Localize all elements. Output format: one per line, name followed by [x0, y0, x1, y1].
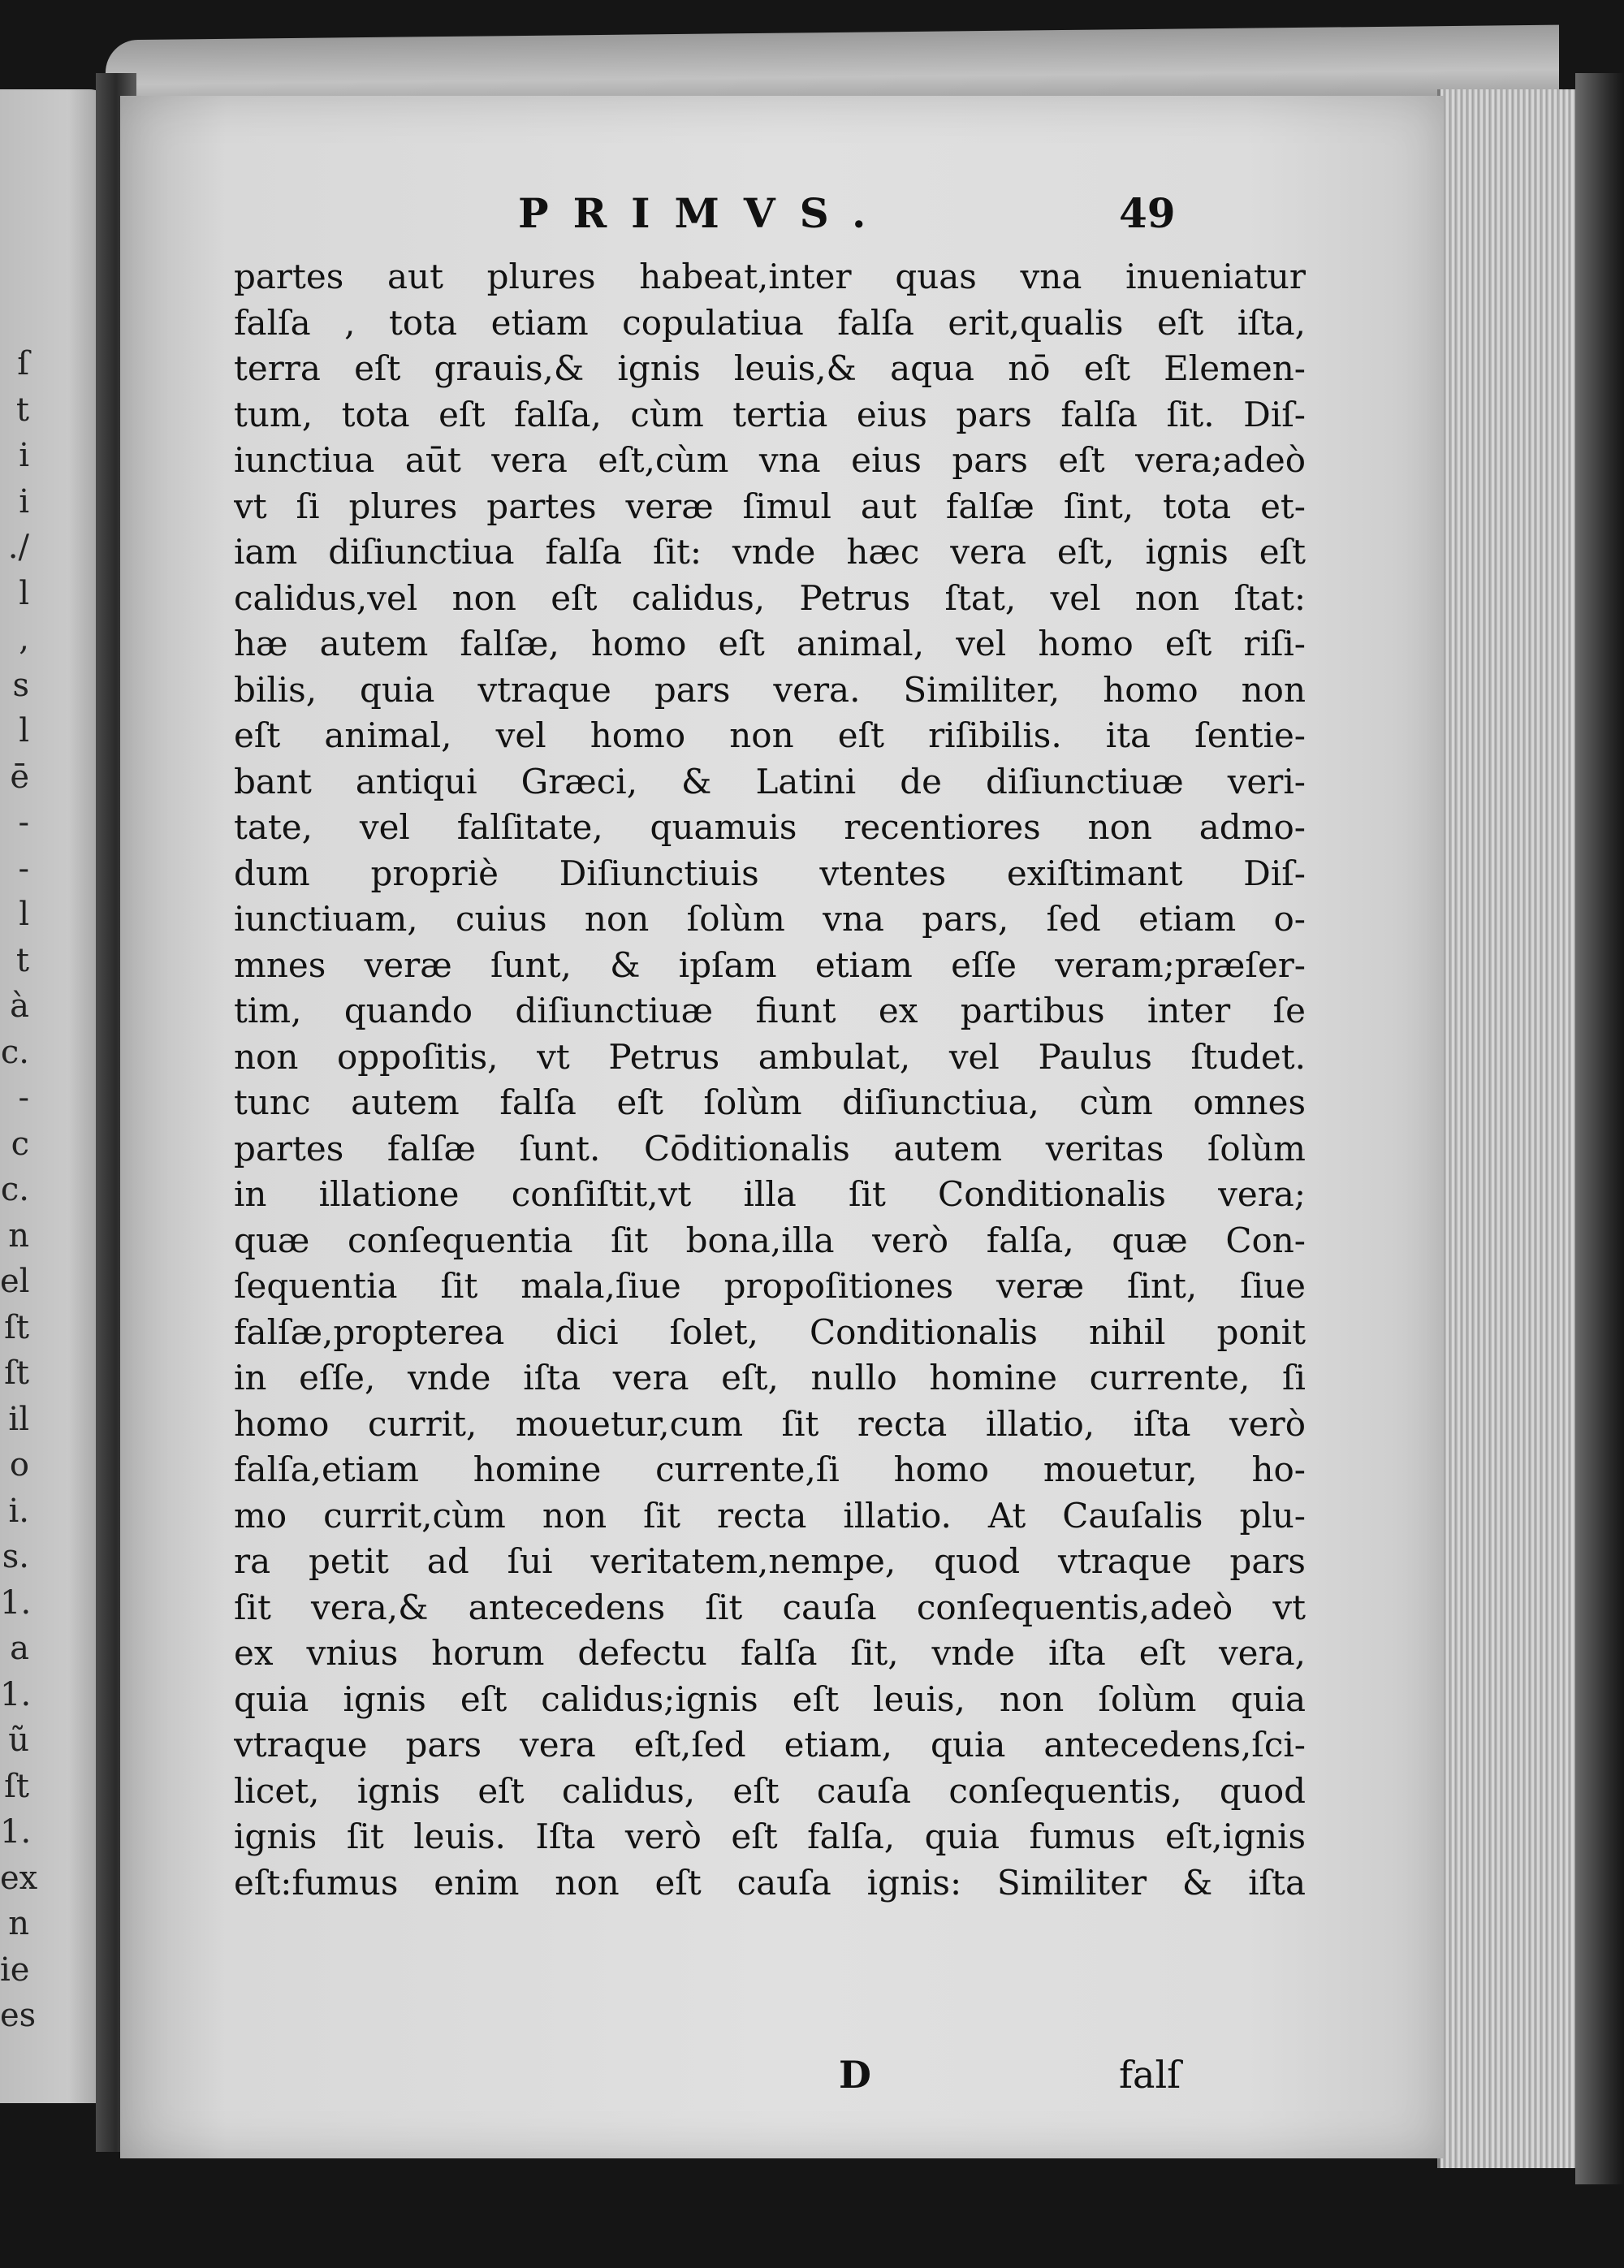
- text-line: ſequentia ſit mala,ſiue propoſitiones veræ ſint, ſiue: [234, 1266, 1306, 1306]
- margin-fragment: ſ: [17, 345, 29, 382]
- text-line: tunc autem falſa eſt ſolùm diſiunctiua, cùm omnes: [234, 1082, 1306, 1122]
- text-line: vtraque pars vera eſt,ſed etiam, quia antecedens,ſci-: [234, 1725, 1306, 1765]
- text-line: falſa , tota etiam copulatiua falſa erit,qualis eſt iſta,: [234, 302, 1306, 343]
- margin-fragment: ũ: [8, 1722, 29, 1759]
- margin-fragment: l: [19, 712, 29, 750]
- margin-fragment: ,: [19, 620, 29, 658]
- margin-fragment: c.: [0, 1171, 29, 1208]
- margin-fragment: -: [18, 1079, 29, 1117]
- margin-fragment: ſt: [4, 1308, 29, 1346]
- left-page-margin-fragments: [0, 341, 38, 2039]
- margin-fragment: à: [10, 987, 29, 1025]
- text-line: tim, quando diſiunctiuæ fiunt ex partibus inter ſe: [234, 991, 1306, 1030]
- signature-mark: D: [839, 2053, 871, 2097]
- text-line: quæ conſequentia ſit bona,illa verò falſa, quæ Con-: [234, 1220, 1306, 1260]
- margin-fragment: c.: [0, 1033, 29, 1071]
- margin-fragment: l: [19, 574, 29, 612]
- text-line: non oppoſitis, vt Petrus ambulat, vel Paulus ſtudet.: [234, 1036, 1306, 1077]
- text-line: partes falſæ ſunt. Cōditionalis autem veritas ſolùm: [234, 1128, 1306, 1169]
- text-line: mo currit,cùm non ſit recta illatio. At Cauſalis plu-: [234, 1495, 1306, 1536]
- margin-fragment: l: [19, 896, 29, 933]
- margin-fragment: ſt: [4, 1354, 29, 1392]
- main-page: [120, 96, 1444, 2158]
- margin-fragment: -: [18, 849, 29, 888]
- catchword: falſ: [1119, 2053, 1181, 2097]
- text-line: falſæ,propterea dici ſolet, Conditionalis nihil ponit: [234, 1311, 1306, 1352]
- text-line: calidus,vel non eſt calidus, Petrus ſtat, vel non ſtat:: [234, 577, 1306, 618]
- margin-fragment: i: [19, 482, 29, 521]
- margin-fragment: 1.: [0, 1813, 32, 1851]
- text-line: quia ignis eſt calidus;ignis eſt leuis, non ſolùm quia: [234, 1678, 1306, 1719]
- margin-fragment: i.: [8, 1492, 29, 1530]
- margin-fragment: s: [12, 666, 29, 704]
- text-line: falſa,etiam homine currente,ſi homo mouetur, ho-: [234, 1449, 1306, 1489]
- page-number: 49: [1119, 189, 1176, 237]
- text-line: iam diſiunctiua falſa ſit: vnde hæc vera eſt, ignis eſt: [234, 532, 1306, 572]
- margin-fragment: t: [15, 941, 29, 979]
- margin-fragment: c: [11, 1125, 29, 1163]
- page-edge-stack: [1437, 89, 1583, 2168]
- text-line: terra eſt grauis,& ignis leuis,& aqua nō eſt Elemen-: [234, 348, 1306, 388]
- text-line: mnes veræ ſunt, & ipſam etiam eſſe veram;præſer-: [234, 944, 1306, 985]
- margin-fragment: ex: [0, 1859, 38, 1897]
- text-line: ra petit ad ſui veritatem,nempe, quod vtraque pars: [234, 1541, 1306, 1581]
- text-line: ſit vera,& antecedens ſit cauſa conſequentis,adeò vt: [234, 1587, 1306, 1627]
- margin-fragment: n: [8, 1905, 29, 1942]
- text-line: eſt:fumus enim non eſt cauſa ignis: Similiter & iſta: [234, 1862, 1306, 1903]
- text-line: tate, vel falſitate, quamuis recentiores non admo-: [234, 807, 1306, 847]
- text-line: ex vnius horum defectu falſa ſit, vnde iſta eſt vera,: [234, 1633, 1306, 1673]
- margin-fragment: ./: [7, 529, 29, 566]
- body-text: [234, 254, 1306, 1906]
- margin-fragment: ie: [0, 1950, 30, 1989]
- margin-fragment: a: [10, 1630, 29, 1667]
- text-line: eſt animal, vel homo non eſt riſibilis. ita ſentie-: [234, 715, 1306, 755]
- text-line: licet, ignis eſt calidus, eſt cauſa conſequentis, quod: [234, 1770, 1306, 1811]
- margin-fragment: -: [18, 804, 29, 841]
- text-line: ignis ſit leuis. Iſta verò eſt falſa, quia fumus eſt,ignis: [234, 1817, 1306, 1856]
- text-line: dum propriè Diſiunctiuis vtentes exiſtimant Diſ-: [234, 853, 1306, 893]
- margin-fragment: s.: [2, 1538, 29, 1575]
- margin-fragment: n: [8, 1216, 29, 1255]
- text-line: homo currit, mouetur,cum ſit recta illatio, iſta verò: [234, 1403, 1306, 1444]
- text-line: in eſſe, vnde iſta vera eſt, nullo homine currente, ſi: [234, 1358, 1306, 1398]
- margin-fragment: ē: [10, 758, 29, 796]
- margin-fragment: 1.: [0, 1675, 32, 1713]
- text-line: in illatione conſiſtit,vt illa ſit Conditionalis vera;: [234, 1174, 1306, 1214]
- margin-fragment: o: [9, 1446, 29, 1484]
- margin-fragment: ſt: [4, 1767, 29, 1805]
- text-line: hæ autem falſæ, homo eſt animal, vel homo eſt riſi-: [234, 624, 1306, 663]
- margin-fragment: t: [15, 391, 29, 429]
- margin-fragment: es: [0, 1997, 37, 2034]
- page-footer: [120, 2053, 1444, 2110]
- text-line: tum, tota eſt falſa, cùm tertia eius pars falſa ſit. Diſ-: [234, 394, 1306, 434]
- margin-fragment: il: [8, 1400, 29, 1438]
- margin-fragment: 1.: [0, 1583, 32, 1622]
- text-line: iunctiua aūt vera eſt,cùm vna eius pars eſt vera;adeò: [234, 440, 1306, 480]
- text-line: bant antiqui Græci, & Latini de diſiunctiuæ veri-: [234, 761, 1306, 801]
- text-line: partes aut plures habeat,inter quas vna inueniatur: [234, 257, 1306, 296]
- margin-fragment: el: [0, 1263, 30, 1300]
- text-line: bilis, quia vtraque pars vera. Similiter, homo non: [234, 669, 1306, 710]
- page-header: [120, 189, 1444, 262]
- page-edge-shadow: [1575, 73, 1624, 2184]
- text-line: vt ſi plures partes veræ ſimul aut falſæ ſint, tota et-: [234, 486, 1306, 526]
- running-head: PRIMVS.: [518, 189, 891, 237]
- text-line: iunctiuam, cuius non ſolùm vna pars, ſed etiam o-: [234, 899, 1306, 939]
- margin-fragment: i: [19, 437, 29, 474]
